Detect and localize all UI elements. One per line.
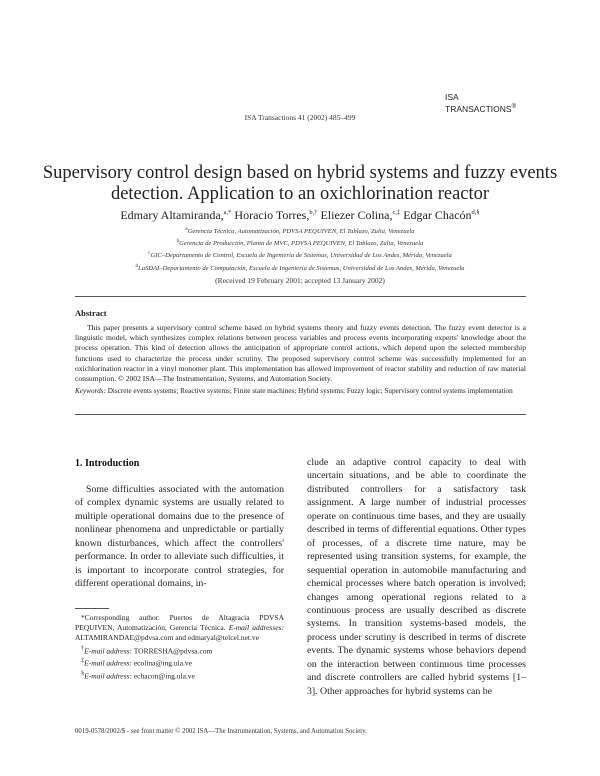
footnote-email: †E-mail address: TORRESHA@pdvsa.com [81, 644, 213, 656]
author: Horacio Torres,$^{b,\dagger}$ [234, 208, 318, 222]
author-list [40, 208, 560, 223]
section-heading: 1. Introduction [75, 458, 140, 469]
divider [75, 296, 526, 297]
affiliation: $^a$Gerencia Técnica, Automatización, PDVSA PEQUIVEN, El Tablazo, Zulia, Venezuela [185, 227, 415, 236]
page-footer: 0019-0578/2002/$ - see front matter © 2002 ISA—The Instrumentation, Systems, and Automation Society. [75, 728, 367, 735]
keywords-label: Keywords: [75, 387, 106, 395]
author: Edmary Altamiranda,$^{a,*}$ [120, 208, 232, 222]
affiliation-list [40, 225, 560, 274]
keywords [75, 386, 526, 396]
paper-title: Supervisory control design based on hybrid systems and fuzzy events detection. Application to an oxichlorination reactor [42, 163, 558, 204]
footnotes [75, 613, 284, 682]
footnote-divider [75, 608, 109, 609]
keywords-text: Discrete events systems; Reactive systems; Finite state machines; Hybrid systems; Fuzzy logic; Supervisory control systems implementation [107, 387, 513, 395]
journal-citation: ISA Transactions 41 (2002) 485–499 [244, 113, 356, 122]
affiliation: $^d$LaSDAI–Departamento de Computación, Escuela de Ingeniería de Sistemas, Universidad de Los Andes, Mérida, Venezuela [135, 263, 465, 272]
body-column-left: Some difficulties associated with the automation of complex dynamic systems are usually related to multiple operational domains due to the presence of nonlinear phenomena and unpredictable or partially known disturbances, which affect the controllers' performance. In order to alleviate such difficulties, it is important to incorporate control strategies, for different operational domains, in- [75, 484, 284, 590]
author: Edgar Chacón$^{d,\S}$ [403, 208, 480, 222]
footnote-corresponding: *Corresponding author. Puertos de Altagracia PDVSA PEQUIVEN, Automatización, Gerencia Técnica. E-mail addresses: ALTAMIRANDAE@pdvsa.com and edmaryal@telcel.net.ve [75, 613, 285, 643]
registered-mark: ® [511, 104, 517, 110]
journal-logo [445, 92, 516, 114]
body-column-right: clude an adaptive control capacity to deal with uncertain situations, and be able to coordinate the distributed controllers for a satisfactory task assignment. A large number of industrial processes operate on continuous time bases, and they are usually described in terms of differential equations. Other types of processes, of a discrete time nature, may be represented using transition systems, for example, the sequential operation in automobile manufacturing and chemical processes where batch operation is involved; changes among operational regions related to a continuous process are usually described as discrete systems. In transition systems-based models, the process under scrutiny is described in terms of discrete events. The dynamic systems whose behaviors depend on the interaction between continuous time processes and discrete controllers are called hybrid systems [1–3]. Other approaches for hybrid systems can be [307, 457, 526, 697]
affiliation: $^c$GIC–Departamento de Control, Escuela de Ingeniería de Sistemas, Universidad de Los Andes, Mérida, Venezuela [148, 251, 452, 260]
divider [75, 414, 526, 415]
affiliation: $^b$Gerencia de Producción, Planta de MVC, PDVSA PEQUIVEN, El Tablazo, Zulia, Venezuela [176, 239, 424, 248]
footnote-email: §E-mail address: echacon@ing.ula.ve [81, 670, 195, 681]
author: Eliezer Colina,$^{c,\ddagger}$ [320, 208, 401, 222]
journal-name-line1: ISA [445, 92, 459, 102]
footnote-email: ‡E-mail address: ecolina@ing.ula.ve [81, 657, 192, 668]
abstract-text: This paper presents a supervisory control scheme based on hybrid systems theory and fuzzy events detection. The fuzzy event detector is a linguistic model, which synthesizes complex relations between process variables and process events incorporating experts' knowledge about the process operation. This kind of detection allows the anticipation of appropriate control actions, which depend upon the selected membership functions used to characterize the process under scrutiny. The proposed supervisory control scheme was successfully implemented for an oxichlorination reactor in a vinyl monomer plant. This implementation has allowed improvement of reactor stability and reduction of raw material consumption. © 2002 ISA—The Instrumentation, Systems, and Automation Society. [75, 323, 526, 384]
abstract-heading: Abstract [75, 308, 107, 318]
journal-name-line2: TRANSACTIONS [445, 103, 512, 114]
received-dates: (Received 19 February 2001; accepted 13 January 2002) [215, 276, 385, 285]
